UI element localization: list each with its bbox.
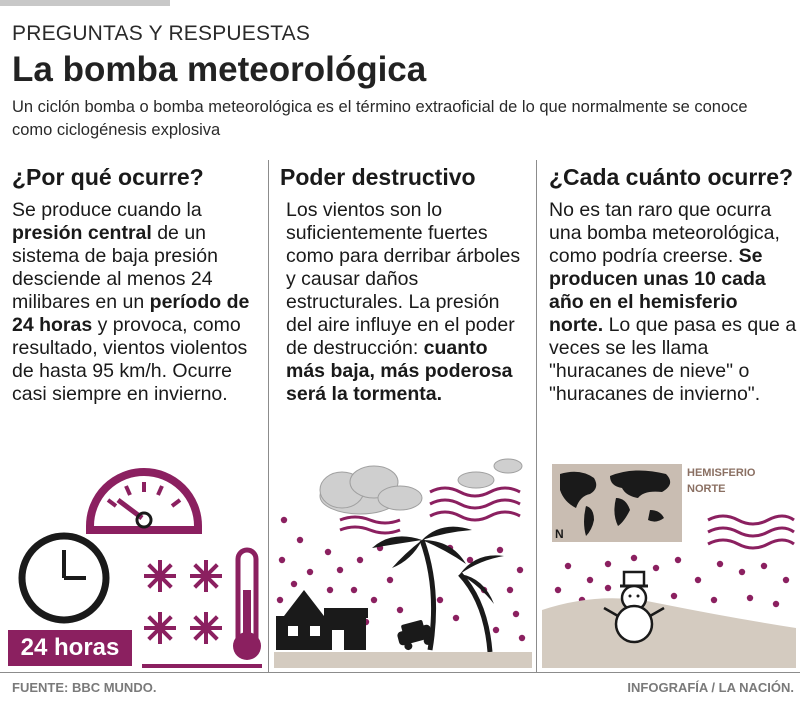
dot [371, 597, 377, 603]
dot [517, 567, 523, 573]
dot [671, 593, 677, 599]
storm-illustration [270, 440, 536, 672]
dot [291, 581, 297, 587]
dot [387, 577, 393, 583]
body-text: No es tan raro que ocurra una bomba meteorológica, como podría creerse. [549, 199, 780, 267]
column-divider [268, 160, 269, 672]
thermometer-icon [233, 550, 261, 660]
dot [717, 561, 723, 567]
body-text: y provoca, como resultado, vientos violentos de hasta 95 km/h. Ocurre casi siempre en invierno. [12, 314, 248, 405]
dot [325, 549, 331, 555]
map-north-letter: N [555, 527, 564, 541]
body-text: de un sistema de baja presión desciende al menos 24 milibares en un [12, 222, 218, 313]
palm-leaves [372, 527, 504, 604]
dot [653, 565, 659, 571]
dot [739, 569, 745, 575]
column-body [549, 199, 797, 406]
column-why [12, 164, 264, 406]
dot [565, 563, 571, 569]
dot [327, 587, 333, 593]
dot [507, 587, 513, 593]
column-heading: ¿Por qué ocurre? [12, 164, 204, 190]
dot [277, 597, 283, 603]
barometer-icon [90, 472, 198, 530]
snowflake-icon [190, 560, 222, 592]
dot [773, 601, 779, 607]
dot [605, 585, 611, 591]
body-text: Los vientos son lo suficientemente fuertes como para derribar árboles y causar daños estructurales. La presión del aire influye en el poder de destrucción: [286, 199, 521, 359]
snowflake-icon [190, 612, 222, 644]
body-text: Lo que pasa es que a veces se les llama "huracanes de nieve" o "huracanes de invierno". [549, 314, 797, 405]
cloud-icon [320, 459, 522, 514]
dot [519, 635, 525, 641]
dot [761, 563, 767, 569]
dot [307, 569, 313, 575]
dot [351, 587, 357, 593]
dot [675, 557, 681, 563]
subtitle: Un ciclón bomba o bomba meteorológica es el término extraoficial de lo que normalmente se conoce como ciclogénesis explosiva [12, 98, 748, 139]
dot [631, 555, 637, 561]
highlight-text: presión central [12, 222, 152, 244]
column-body [12, 199, 264, 406]
dot [397, 607, 403, 613]
kicker: PREGUNTAS Y RESPUESTAS [12, 22, 311, 45]
house-icon [276, 590, 368, 650]
column-divider [536, 160, 537, 672]
highlight-text: Se producen unas 10 cada año en el hemisferio norte. [549, 245, 766, 336]
dot [297, 537, 303, 543]
body-text: Se produce cuando la [12, 199, 202, 221]
dot [279, 557, 285, 563]
snowflake-icon [144, 560, 176, 592]
highlight-text: cuanto más baja, más poderosa será la tormenta. [286, 337, 513, 405]
dot [437, 597, 443, 603]
page-title: La bomba meteorológica [12, 50, 427, 89]
dot [783, 577, 789, 583]
dot [747, 595, 753, 601]
snowflake-icons [144, 560, 222, 644]
snowflake-icon [144, 612, 176, 644]
dot [605, 561, 611, 567]
credit-note: INFOGRAFÍA / LA NACIÓN. [627, 680, 794, 695]
dot [695, 577, 701, 583]
hours-label: 24 horas [8, 630, 132, 666]
dot [587, 577, 593, 583]
top-accent-bar [0, 0, 170, 6]
dot [711, 597, 717, 603]
hemisphere-label: HEMISFERIO NORTE [687, 467, 756, 495]
source-note: FUENTE: BBC MUNDO. [12, 680, 157, 695]
wind-icon [708, 516, 794, 548]
column-frequency [549, 164, 797, 406]
world-map-icon [552, 464, 682, 542]
column-heading: ¿Cada cuánto ocurre? [549, 164, 794, 190]
dot [493, 627, 499, 633]
column-heading: Poder destructivo [280, 164, 476, 190]
dot [357, 557, 363, 563]
column-body [280, 199, 525, 406]
clock-icon [22, 536, 106, 620]
column-power [280, 164, 525, 406]
footer-rule [0, 672, 800, 673]
dot [453, 615, 459, 621]
dot [337, 567, 343, 573]
dot [497, 547, 503, 553]
dot [281, 517, 287, 523]
dot [555, 587, 561, 593]
dot [513, 611, 519, 617]
highlight-text: período de 24 horas [12, 291, 250, 336]
